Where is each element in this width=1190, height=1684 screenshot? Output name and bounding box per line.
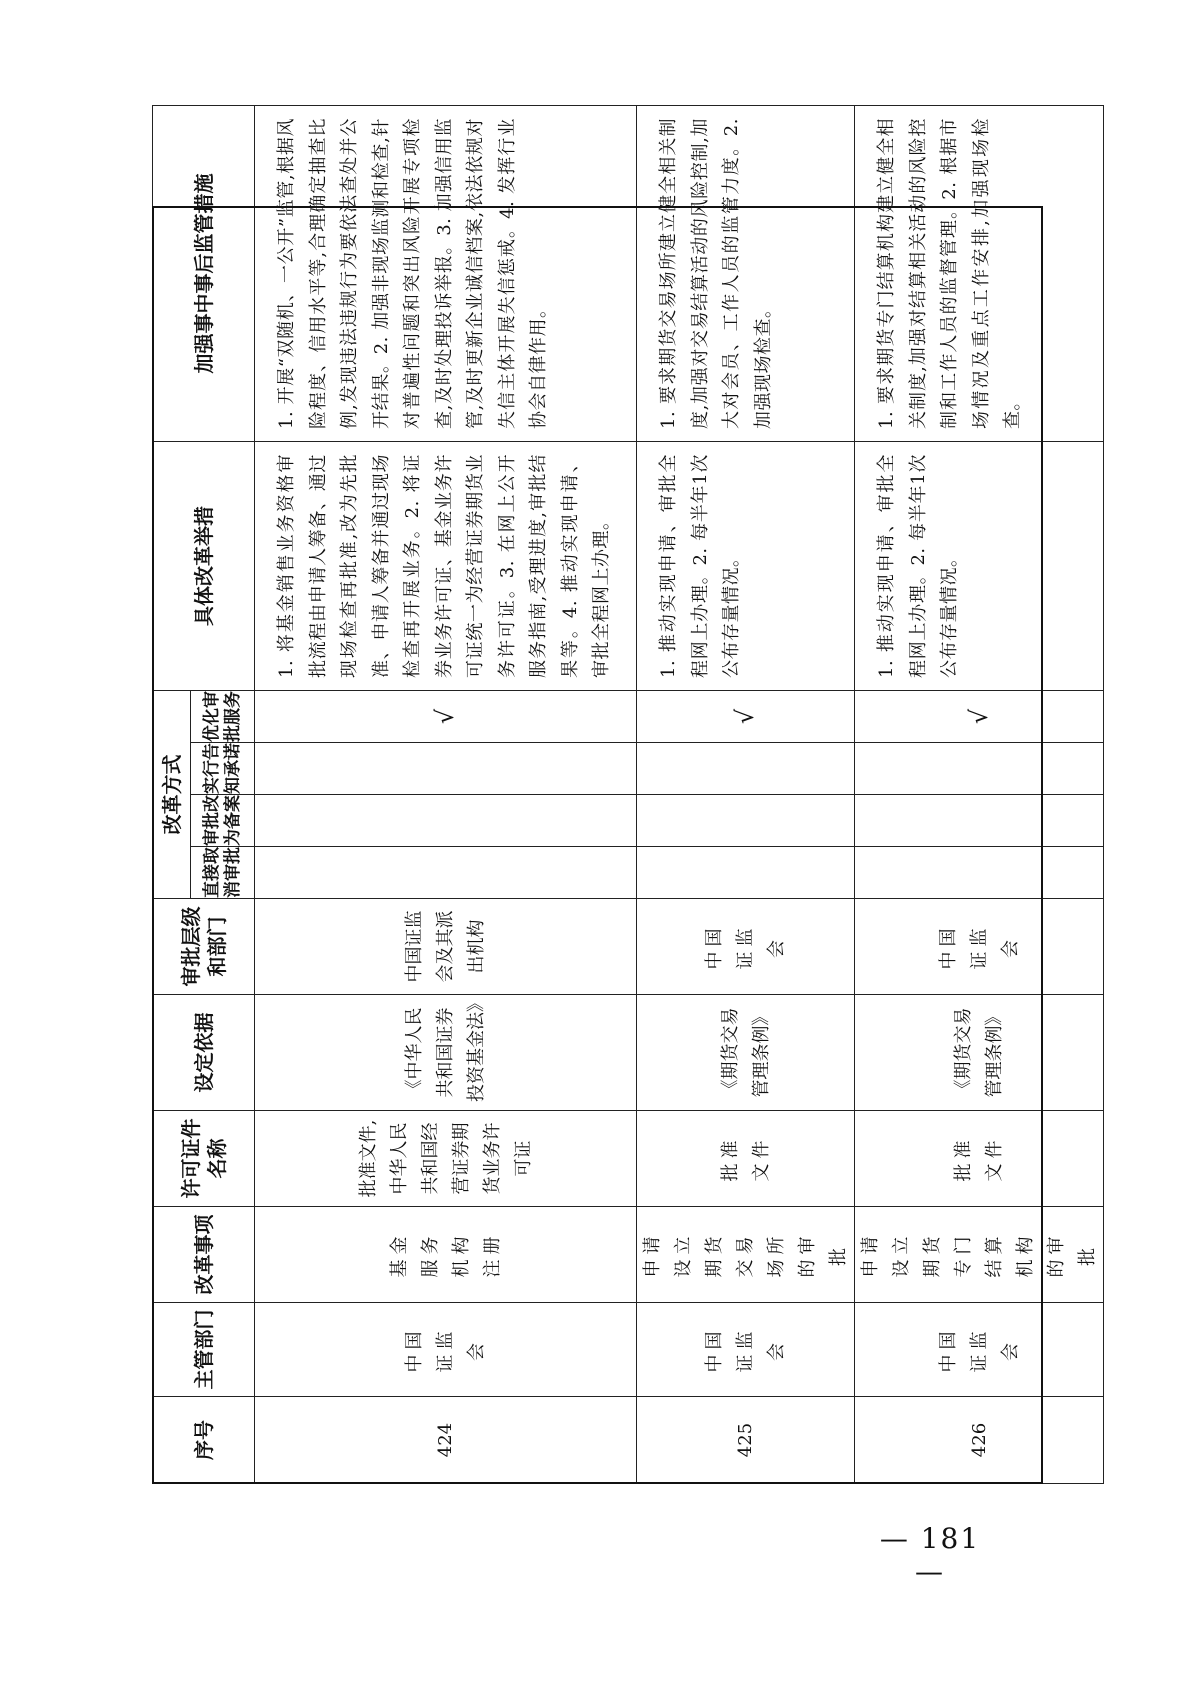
header-reform-group: 改革方式 — [153, 691, 191, 899]
cell-mode-commitment — [637, 743, 855, 795]
cell-supervision: 1. 开展“双随机、一公开”监管,根据风险程度、信用水平等,合理确定抽查比例,发现违法违规行为要依法查处并公开结果。2. 加强非现场监测和检查,针对普遍性问题和突出风险开展专项检查,及时处理投诉举报。3. 加强信用监管,及时更新企业诚信档案,依法依规对失信主体开展失信惩戒。4. 发挥行业协会自律作用。 — [255, 106, 637, 442]
cell-level: 中国证监会 — [637, 899, 855, 995]
cell-supervision: 1. 要求期货交易场所建立健全相关制度,加强对交易结算活动的风险控制,加大对会员、工作人员的监管力度。2. 加强现场检查。 — [637, 106, 855, 442]
header-mode-cancel: 直接取消审批 — [191, 847, 255, 899]
cell-item: 申请设立期货专门结算机构的审批 — [855, 1207, 1104, 1303]
header-supervision: 加强事中事后监管措施 — [153, 106, 255, 442]
cell-seq: 426 — [855, 1397, 1104, 1484]
cell-mode-filing — [855, 795, 1104, 847]
header-level: 审批层级和部门 — [153, 899, 255, 995]
page-number: — 181 — — [879, 1522, 981, 1588]
cell-basis: 《期货交易管理条例》 — [637, 995, 855, 1111]
cell-level: 中国证监会及其派出机构 — [255, 899, 637, 995]
header-mode-filing: 审批改为备案 — [191, 795, 255, 847]
cell-dept: 中国证监会 — [855, 1303, 1104, 1397]
header-measures: 具体改革举措 — [153, 442, 255, 691]
cell-basis: 《期货交易管理条例》 — [855, 995, 1104, 1111]
table-row — [255, 106, 637, 1484]
cell-mode-commitment — [855, 743, 1104, 795]
table-row — [637, 106, 855, 1484]
cell-mode-optimize: √ — [855, 691, 1104, 743]
header-mode-commitment: 实行告知承诺 — [191, 743, 255, 795]
cell-basis: 《中华人民共和国证券投资基金法》 — [255, 995, 637, 1111]
rotated-table-region — [152, 118, 1098, 1484]
reform-table — [152, 105, 1104, 1484]
cell-seq: 425 — [637, 1397, 855, 1484]
cell-mode-cancel — [637, 847, 855, 899]
cell-measures: 1. 推动实现申请、审批全程网上办理。2. 每半年1次公布存量情况。 — [855, 442, 1104, 691]
cell-mode-optimize: √ — [255, 691, 637, 743]
reform-table-rotated — [152, 118, 1098, 1484]
cell-measures: 1. 将基金销售业务资格审批流程由申请人筹备、通过现场检查再批准,改为先批准、申请人筹备并通过现场检查再开展业务。2. 将证券业务许可证、基金业务许可证统一为经营证券期货业务许可证。3. 在网上公开服务指南,受理进度,审批结果等。4. 推动实现申请、审批全程网上办理。 — [255, 442, 637, 691]
header-seq: 序号 — [153, 1397, 255, 1484]
cell-license: 批准文件 — [637, 1111, 855, 1207]
cell-mode-filing — [637, 795, 855, 847]
cell-mode-cancel — [855, 847, 1104, 899]
header-mode-optimize: 优化审批服务 — [191, 691, 255, 743]
cell-dept: 中国证监会 — [637, 1303, 855, 1397]
header-dept: 主管部门 — [153, 1303, 255, 1397]
header-basis: 设定依据 — [153, 995, 255, 1111]
cell-item: 基金服务机构注册 — [255, 1207, 637, 1303]
cell-supervision: 1. 要求期货专门结算机构建立健全相关制度,加强对结算相关活动的风险控制和工作人员的监督管理。2. 根据市场情况及重点工作安排,加强现场检查。 — [855, 106, 1104, 442]
table-row — [855, 106, 1104, 1484]
cell-level: 中国证监会 — [855, 899, 1104, 995]
header-license: 许可证件名称 — [153, 1111, 255, 1207]
cell-license: 批准文件 — [855, 1111, 1104, 1207]
cell-seq: 424 — [255, 1397, 637, 1484]
cell-mode-optimize: √ — [637, 691, 855, 743]
cell-item: 申请设立期货交易场所的审批 — [637, 1207, 855, 1303]
header-row-1 — [153, 106, 191, 1484]
cell-license: 批准文件,中华人民共和国经营证券期货业务许可证 — [255, 1111, 637, 1207]
cell-mode-cancel — [255, 847, 637, 899]
cell-measures: 1. 推动实现申请、审批全程网上办理。2. 每半年1次公布存量情况。 — [637, 442, 855, 691]
cell-mode-commitment — [255, 743, 637, 795]
cell-mode-filing — [255, 795, 637, 847]
cell-dept: 中国证监会 — [255, 1303, 637, 1397]
header-item: 改革事项 — [153, 1207, 255, 1303]
